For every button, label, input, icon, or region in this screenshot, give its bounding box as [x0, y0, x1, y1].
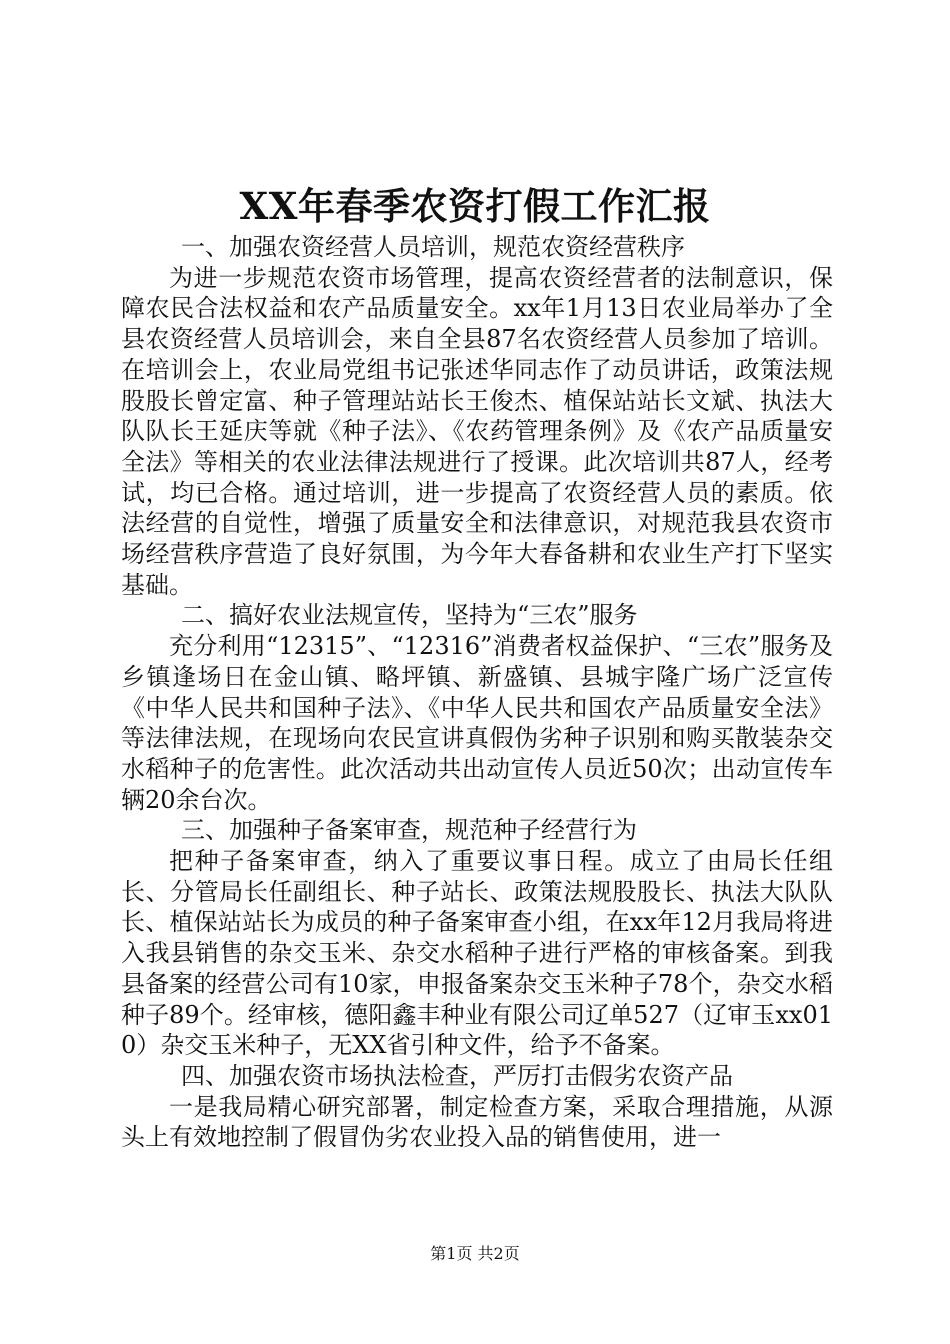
page-footer: 第1页 共2页 — [430, 1244, 520, 1263]
section-heading-2: 二、搞好农业法规宣传，坚持为“三农”服务 — [181, 601, 638, 630]
section-heading-3: 三、加强种子备案审查，规范种子经营行为 — [181, 816, 637, 845]
paragraph-4: 一是我局精心研究部署，制定检查方案，采取合理措施，从源头上有效地控制了假冒伪劣农业投入品的销售使用，进一 — [121, 1092, 833, 1152]
paragraph-3: 把种子备案审查，纳入了重要议事日程。成立了由局长任组长、分管局长任副组长、种子站长、政策法规股股长、执法大队队长、植保站站长为成员的种子备案审查小组，在xx年12月我局将进入我县销售的杂交玉米、杂交水稻种子进行严格的审核备案。到我县备案的经营公司有10家，申报备案杂交玉米种子78个，杂交水稻种子89个。经审核，德阳鑫丰种业有限公司辽单527（辽审玉xx010）杂交玉米种子，无XX省引种文件，给予不备案。 — [121, 847, 833, 1060]
paragraph-1: 为进一步规范农资市场管理，提高农资经营者的法制意识，保障农民合法权益和农产品质量安全。xx年1月13日农业局举办了全县农资经营人员培训会，来自全县87名农资经营人员参加了培训。在培训会上，农业局党组书记张述华同志作了动员讲话，政策法规股股长曾定富、种子管理站站长王俊杰、植保站站长文斌、执法大队队长王延庆等就《种子法》、《农药管理条例》及《农产品质量安全法》等相关的农业法律法规进行了授课。此次培训共87人，经考试，均已合格。通过培训，进一步提高了农资经营人员的素质。依法经营的自觉性，增强了质量安全和法律意识，对规范我县农资市场经营秩序营造了良好氛围，为今年大春备耕和农业生产打下坚实基础。 — [121, 263, 833, 599]
document-title: XX年春季农资打假工作汇报 — [239, 184, 711, 228]
section-heading-4: 四、加强农资市场执法检查，严厉打击假劣农资产品 — [181, 1061, 733, 1090]
paragraph-2: 充分利用“12315”、“12316”消费者权益保护、“三农”服务及乡镇逢场日在金山镇、略坪镇、新盛镇、县城宇隆广场广泛宣传《中华人民共和国种子法》、《中华人民共和国农产品质量安全法》等法律法规，在现场向农民宣讲真假伪劣种子识别和购买散装杂交水稻种子的危害性。此次活动共出动宣传人员近50次；出动宣传车辆20余台次。 — [121, 632, 833, 814]
section-heading-1: 一、加强农资经营人员培训，规范农资经营秩序 — [181, 233, 685, 261]
document-body — [121, 232, 833, 1153]
